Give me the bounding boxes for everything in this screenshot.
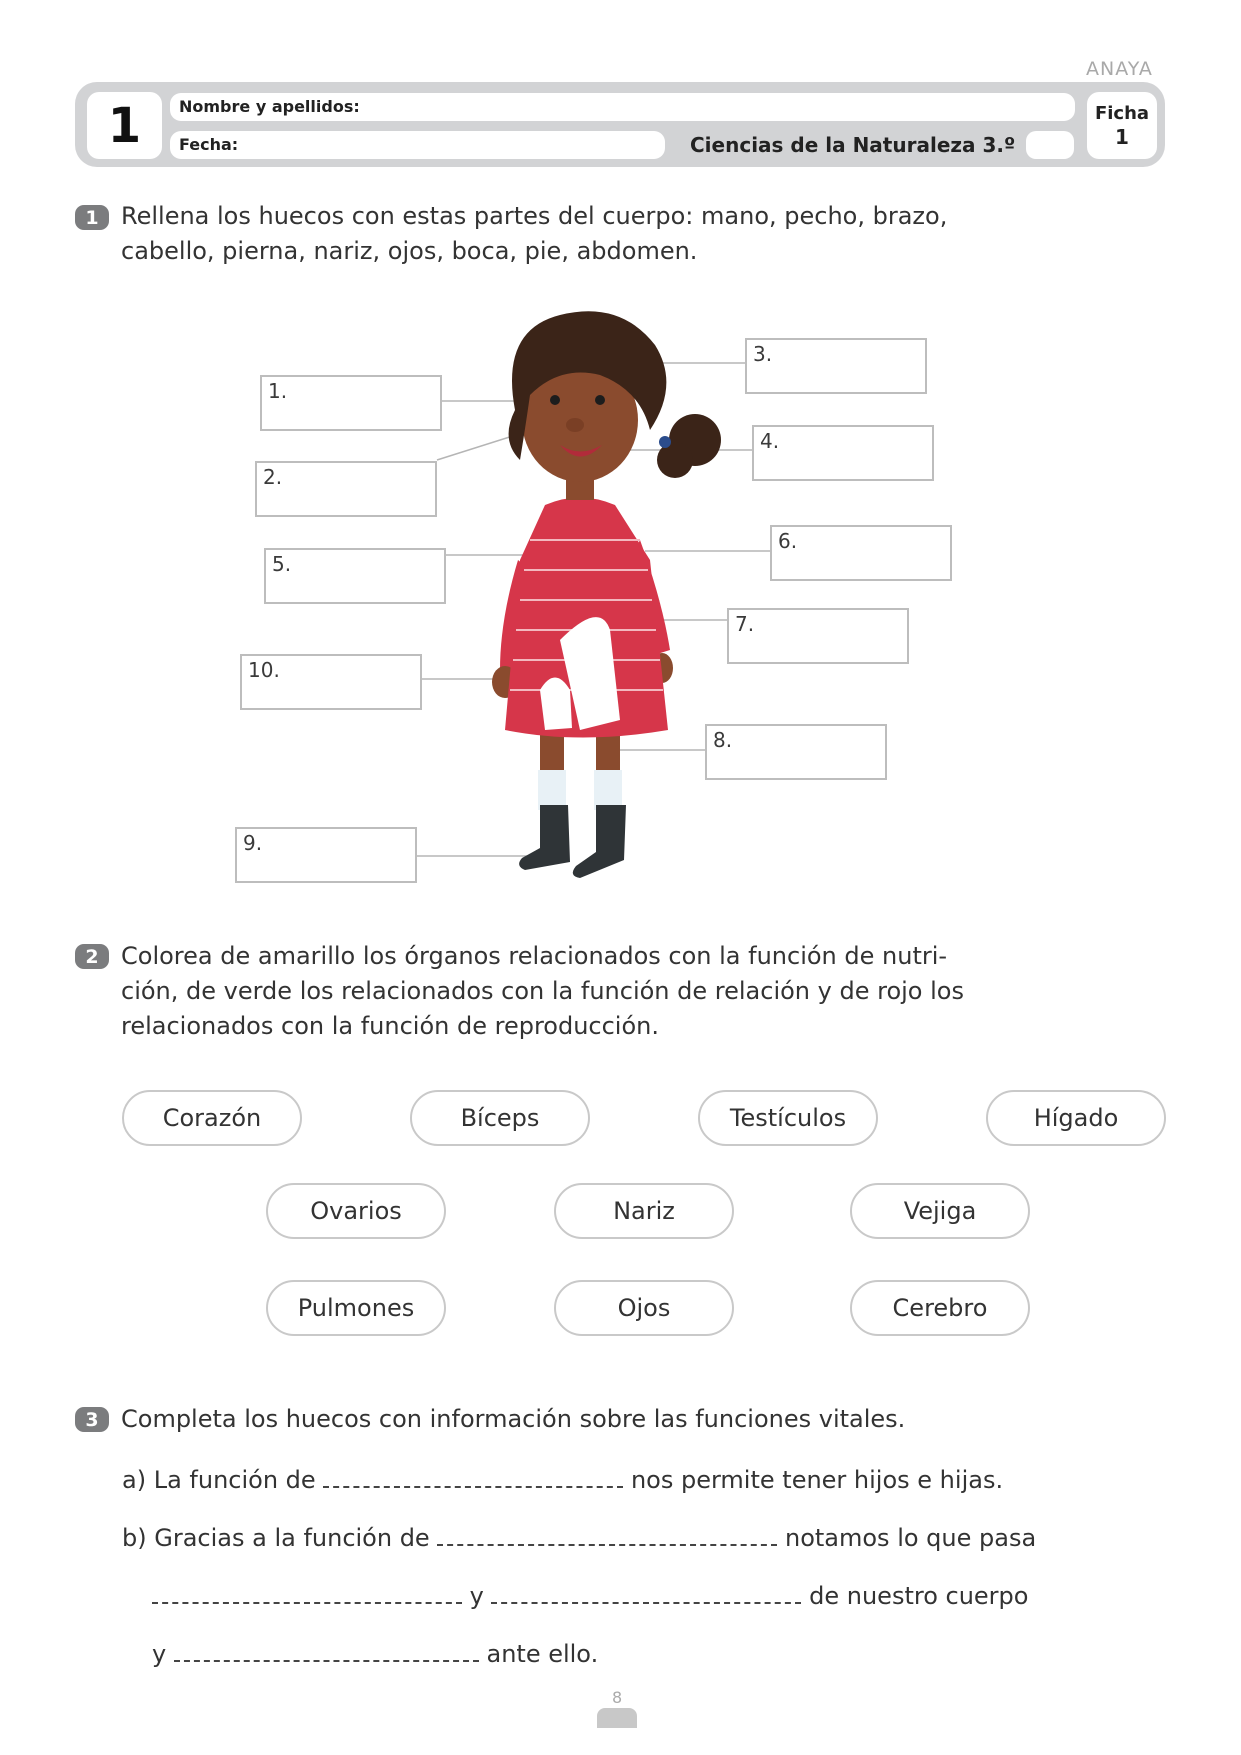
label-box-9[interactable] <box>235 827 417 883</box>
label-box-4[interactable] <box>752 425 934 481</box>
question-2-text <box>121 939 964 1044</box>
publisher-logo: ANAYA <box>1086 58 1153 80</box>
q3-a-suffix: nos permite tener hijos e hijas. <box>630 1466 1004 1494</box>
label-box-1[interactable] <box>260 375 442 431</box>
question-1-line1: Rellena los huecos con estas partes del cuerpo: mano, pecho, brazo, <box>121 202 948 230</box>
label-box-5[interactable] <box>264 548 446 604</box>
q3-b-suffix: notamos lo que pasa <box>784 1524 1037 1552</box>
question-2-line3: relacionados con la función de reproducción. <box>121 1012 659 1040</box>
q3-b-suffix3: ante ello. <box>486 1640 599 1668</box>
organ-pill-higado[interactable]: Hígado <box>986 1090 1166 1146</box>
label-box-1-number: 1. <box>268 379 288 403</box>
question-3-text: Completa los huecos con información sobre las funciones vitales. <box>121 1405 906 1433</box>
page-tab <box>597 1708 637 1728</box>
girl-illustration <box>492 311 721 878</box>
organ-pill-ovarios[interactable]: Ovarios <box>266 1183 446 1239</box>
subject-title: Ciencias de la Naturaleza 3.º <box>690 133 1016 157</box>
q3-item-b-line1 <box>122 1524 1036 1552</box>
q3-b-prefix: b) Gracias a la función de <box>122 1524 430 1552</box>
label-box-7[interactable] <box>727 608 909 664</box>
q3-b-suffix2: de nuestro cuerpo <box>809 1582 1029 1610</box>
q3-b-conj2: y <box>152 1640 167 1668</box>
ficha-label: Ficha <box>1094 102 1150 124</box>
ficha-number: 1 <box>1115 124 1129 149</box>
label-box-4-number: 4. <box>760 429 780 453</box>
label-box-8[interactable] <box>705 724 887 780</box>
label-box-2-number: 2. <box>263 465 283 489</box>
label-box-6[interactable] <box>770 525 952 581</box>
organ-pill-corazon[interactable]: Corazón <box>122 1090 302 1146</box>
question-1-badge: 1 <box>75 205 109 230</box>
question-2-line1: Colorea de amarillo los órganos relacionados con la función de nutri- <box>121 942 948 970</box>
q3-b-blank-1[interactable] <box>437 1526 777 1546</box>
question-3-badge: 3 <box>75 1407 109 1432</box>
q3-b-blank-2[interactable] <box>152 1584 462 1604</box>
label-box-3[interactable] <box>745 338 927 394</box>
organ-pill-cerebro[interactable]: Cerebro <box>850 1280 1030 1336</box>
date-field[interactable]: Fecha: <box>170 131 665 159</box>
label-box-10[interactable] <box>240 654 422 710</box>
question-1-line2: cabello, pierna, nariz, ojos, boca, pie, abdomen. <box>121 237 698 265</box>
organ-pill-testiculos[interactable]: Testículos <box>698 1090 878 1146</box>
label-box-8-number: 8. <box>713 728 733 752</box>
unit-number: 1 <box>87 92 162 159</box>
q3-b-blank-4[interactable] <box>174 1642 479 1662</box>
question-2-line2: ción, de verde los relacionados con la función de relación y de rojo los <box>121 977 964 1005</box>
leader-lines <box>417 363 770 856</box>
page-number: 8 <box>612 1688 623 1707</box>
q3-b-blank-3[interactable] <box>491 1584 801 1604</box>
label-box-9-number: 9. <box>243 831 263 855</box>
subject-extra-box[interactable] <box>1026 131 1074 159</box>
organ-pill-nariz[interactable]: Nariz <box>554 1183 734 1239</box>
label-box-2[interactable] <box>255 461 437 517</box>
q3-a-prefix: a) La función de <box>122 1466 316 1494</box>
label-box-3-number: 3. <box>753 342 773 366</box>
label-box-7-number: 7. <box>735 612 755 636</box>
question-2-badge: 2 <box>75 944 109 969</box>
q3-item-b-line2 <box>152 1582 1028 1610</box>
label-box-10-number: 10. <box>248 658 280 682</box>
name-field[interactable]: Nombre y apellidos: <box>170 93 1075 121</box>
organ-pill-ojos[interactable]: Ojos <box>554 1280 734 1336</box>
ficha-badge <box>1087 92 1157 159</box>
q3-b-conj1: y <box>469 1582 484 1610</box>
q3-a-blank[interactable] <box>323 1468 623 1488</box>
organ-pill-vejiga[interactable]: Vejiga <box>850 1183 1030 1239</box>
q3-item-a <box>122 1466 1003 1494</box>
organ-pill-biceps[interactable]: Bíceps <box>410 1090 590 1146</box>
label-box-6-number: 6. <box>778 529 798 553</box>
label-box-5-number: 5. <box>272 552 292 576</box>
question-1-text <box>121 199 947 269</box>
q3-item-b-line3 <box>152 1640 598 1668</box>
organ-pill-pulmones[interactable]: Pulmones <box>266 1280 446 1336</box>
